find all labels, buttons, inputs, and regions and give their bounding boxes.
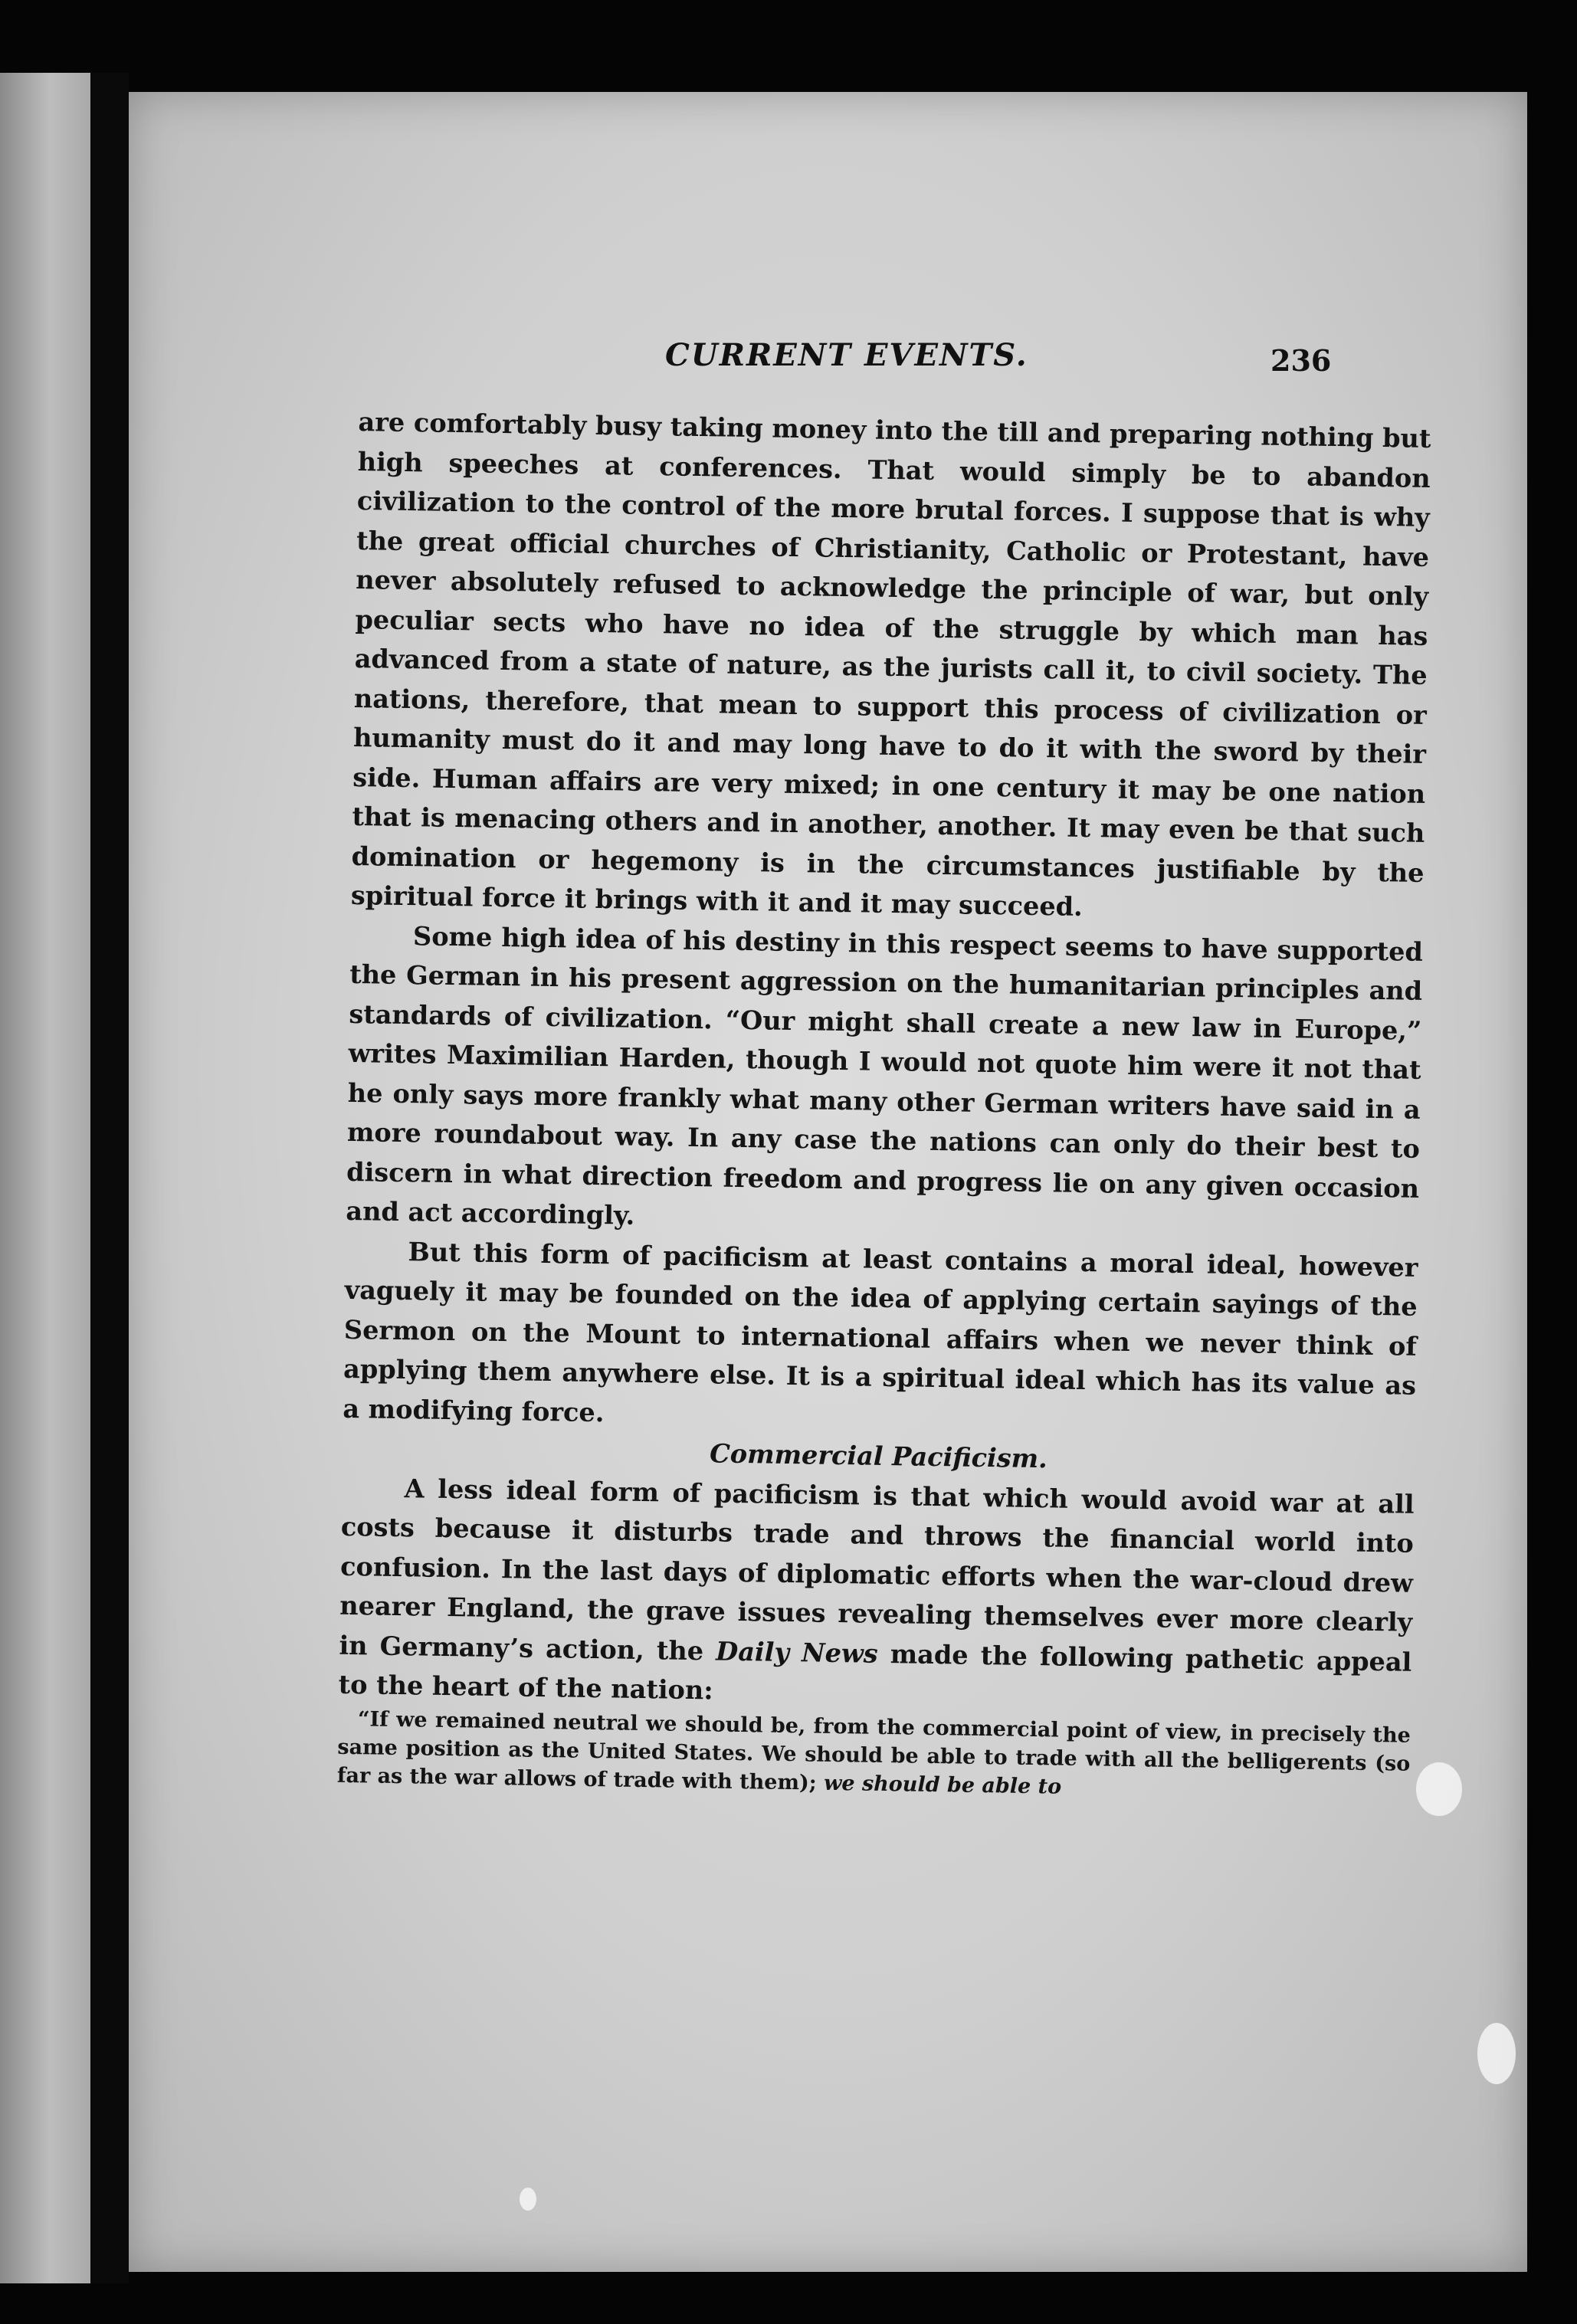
paper-speck [520, 2188, 536, 2211]
paragraph [346, 915, 1423, 1247]
paragraph-text: are comfortably busy taking money into the till and preparing nothing but high speeches at conferences. That would simply be to abandon civilization to the control of the more brutal forces. I suppose that is why the great official churches of Christianity, Catholic or Protestant, have never absolutely refused to acknowledge the principle of war, but only peculiar sects who have no idea of the struggle by which man has advanced from a state of nature, as the jurists call it, to civil society. The nations, therefore, that mean to support this process of civilization or humanity must do it and may long have to do it with the sword by their side. Human affairs are very mixed; in one century it may be one nation that is menacing others and in another, another. It may even be that such domination or hegemony is in the circumstances justifiable by the spiritual force it brings with it and it may succeed. [350, 406, 1431, 922]
paragraph-text: But this form of pacificism at least contains a moral ideal, however vaguely it may be founded on the idea of applying certain sayings of the Sermon on the Mount to international affairs when we never think of applying them anywhere else. It is a spiritual ideal which has its value as a modifying force. [343, 1236, 1418, 1428]
running-head-title: CURRENT EVENTS. [665, 337, 1028, 373]
paragraph [343, 1231, 1418, 1444]
quotation-italic-text: we should be able to [823, 1771, 1062, 1799]
block-quotation [337, 1704, 1411, 1806]
section-heading: Commercial Pacificism. [709, 1438, 1048, 1474]
paragraph-text: A less ideal form of pacificism is that which would avoid war at all costs because it disturbs trade and throws the financial world into confusion. In the last days of diplomatic efforts when the war-cloud drew nearer England, the grave issues revealing themselves ever more clearly in Germany’s action, the [339, 1473, 1415, 1667]
paper-speck [1477, 2023, 1516, 2084]
paper-speck [1416, 1762, 1462, 1816]
page-number: 236 [1270, 343, 1332, 378]
facing-page-edge [0, 73, 90, 2283]
paragraph-continued [350, 402, 1431, 932]
paragraph-text: Some high idea of his destiny in this respect seems to have supported the German in his present aggression on the humanitarian principles and standards of civilization. “Our might shall create a new law in Europe,” writes Maximilian Harden, though I would not quote him were it not that he only says more frankly what many other German writers have said in a more roundabout way. In any case the nations can only do their best to discern in what direction freedom and progress lie on any given occasion and act accordingly. [346, 920, 1424, 1231]
body-text [337, 402, 1431, 1806]
running-head [129, 337, 1527, 398]
paragraph [338, 1467, 1415, 1721]
quotation-text: “If we remained neutral we should be, from the commercial point of view, in precisely the same position as the United States. We should be able to trade with all the belligerents (so far as the war allows of trade with them); [336, 1706, 1411, 1795]
book-page [129, 92, 1527, 2272]
binding-gutter [90, 73, 129, 2283]
paragraph-text: made the following pathetic appeal to the heart of the nation: [338, 1638, 1412, 1706]
newspaper-title: Daily News [715, 1636, 878, 1669]
